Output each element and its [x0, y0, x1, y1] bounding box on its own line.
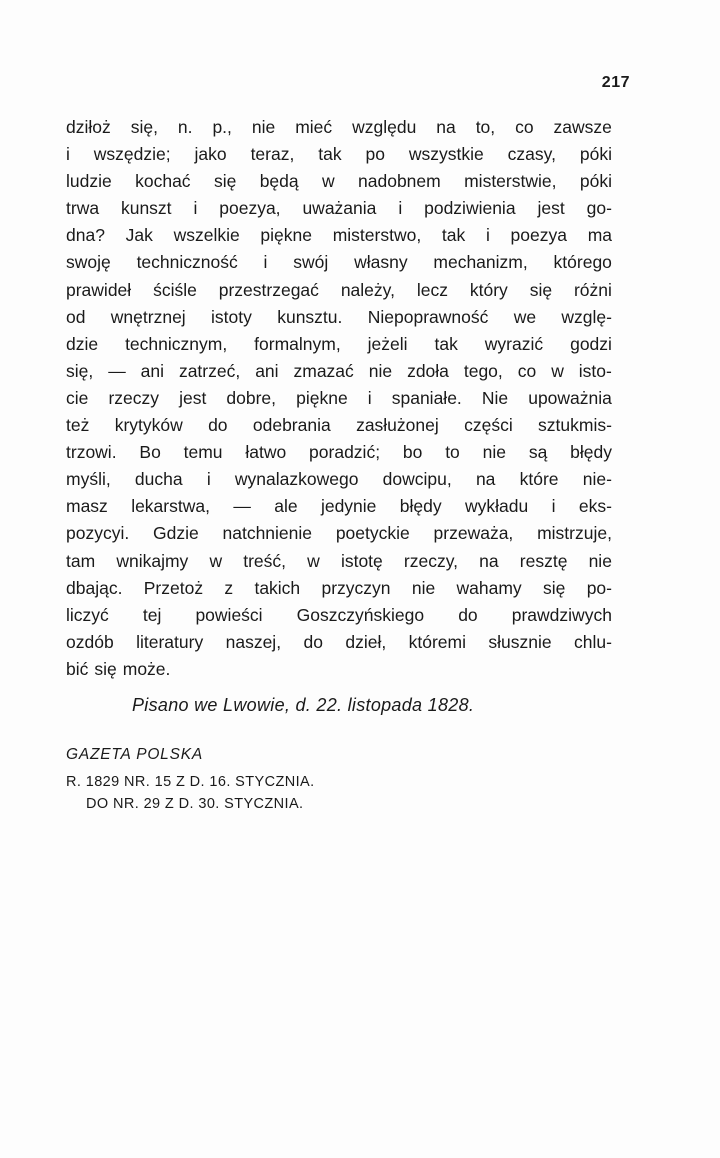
word: którego [553, 252, 612, 273]
word: dzieł, [345, 631, 387, 652]
word: wszystkie [408, 144, 484, 165]
word: istoty [211, 306, 252, 327]
word: tak [434, 333, 458, 354]
word: prawideł [66, 279, 132, 300]
word: wszędzie; [93, 144, 171, 165]
word: technicznym, [125, 333, 228, 354]
word: naszej, [225, 631, 282, 652]
word: dowcipu, [382, 469, 452, 490]
word: w [307, 550, 320, 571]
word: formalnym, [254, 333, 341, 354]
word: tego, [463, 360, 503, 381]
word: techniczność [136, 252, 238, 273]
word: ludzie [66, 171, 112, 192]
word: jest [179, 387, 207, 408]
word: po- [586, 577, 612, 598]
word: spaniałe. [391, 387, 462, 408]
word: wzglę- [561, 306, 612, 327]
word: ani [140, 360, 164, 381]
text-line [66, 141, 612, 168]
word: zasłużonej [356, 415, 439, 436]
word: do [208, 415, 228, 436]
text-line [66, 168, 612, 195]
text-line [66, 304, 612, 331]
word: myśli, [66, 469, 111, 490]
word: treść, [243, 550, 287, 571]
word: i [206, 469, 211, 490]
word: we [513, 306, 537, 327]
word: może. [122, 658, 171, 679]
word: po [365, 144, 385, 165]
word: i [485, 225, 490, 246]
word: to, [475, 117, 496, 137]
word: na [475, 469, 496, 490]
word: wnętrznej [110, 306, 186, 327]
word: co [517, 360, 537, 381]
word: i [551, 496, 556, 517]
text-line [66, 493, 612, 520]
word: od [66, 306, 86, 327]
word: swoję [66, 252, 111, 273]
text-line [66, 195, 612, 222]
word: ale [274, 496, 298, 517]
word: jedynie [320, 496, 377, 517]
word: dbając. [66, 577, 123, 598]
text-line [66, 249, 612, 276]
word: tam [66, 550, 96, 571]
word: jeżeli [367, 333, 408, 354]
word: ozdób [66, 631, 114, 652]
word: należy, [340, 279, 395, 300]
text-line [66, 222, 612, 249]
text-line [66, 656, 612, 683]
word: upoważnia [528, 387, 612, 408]
word: w [551, 360, 564, 381]
word: w [322, 171, 335, 192]
word: poezya, [219, 198, 281, 219]
word: kunsztu. [277, 306, 343, 327]
word: swój [293, 252, 329, 273]
word: błędy [399, 496, 442, 517]
word: które [519, 469, 559, 490]
word: poetyckie [335, 523, 410, 544]
text-line [66, 520, 612, 547]
word: prawdziwych [511, 604, 612, 625]
word: poradzić; [309, 442, 381, 463]
word: któremi [408, 631, 466, 652]
word: co [515, 117, 534, 137]
word: podziwienia [424, 198, 516, 219]
text-line [66, 412, 612, 439]
word: tej [142, 604, 162, 625]
word: z [224, 577, 234, 598]
word: zawsze [553, 117, 612, 137]
word: bić [66, 658, 89, 679]
word: jako [194, 144, 227, 165]
word: wyrazić [484, 333, 544, 354]
word: póki [579, 171, 612, 192]
word: mechanizm, [433, 252, 528, 273]
word: nadobnem [358, 171, 441, 192]
text-line [66, 277, 612, 304]
word: — [233, 496, 251, 517]
word: jest [537, 198, 565, 219]
text-line [66, 439, 612, 466]
word: eks- [578, 496, 612, 517]
word: powieści [195, 604, 263, 625]
word: wszelkie [173, 225, 240, 246]
word: czasy, [507, 144, 556, 165]
word: wnikajmy [116, 550, 189, 571]
word: cie [66, 387, 89, 408]
word: ma [587, 225, 612, 246]
word: Goszczyńskiego [296, 604, 425, 625]
word: rzeczy, [403, 550, 459, 571]
word: pozycyi. [66, 523, 130, 544]
source-title: GAZETA POLSKA [66, 746, 204, 763]
word: kunszt [120, 198, 172, 219]
word: własny [354, 252, 408, 273]
word: sztukmis- [538, 415, 612, 436]
word: bo [402, 442, 423, 463]
word: różni [573, 279, 612, 300]
body-text [66, 114, 612, 683]
word: przyczyn [321, 577, 391, 598]
word: mieć [295, 117, 333, 137]
text-line [66, 602, 612, 629]
word: będą [259, 171, 299, 192]
signature-dateline: Pisano we Lwowie, d. 22. listopada 1828. [132, 695, 475, 715]
word: masz [66, 496, 108, 517]
word: Bo [139, 442, 161, 463]
word: i [367, 387, 372, 408]
text-line [66, 575, 612, 602]
word: tak [318, 144, 342, 165]
word: się, [130, 117, 158, 137]
word: przeważa, [433, 523, 514, 544]
word: się [213, 171, 237, 192]
word: ani [255, 360, 279, 381]
word: nie [251, 117, 276, 137]
word: isto- [578, 360, 612, 381]
word: na [479, 550, 499, 571]
word: dziłoż [66, 117, 111, 137]
word: zatrzeć, [178, 360, 241, 381]
word: lekarstwa, [131, 496, 210, 517]
word: się, [66, 360, 94, 381]
source-issue-line: DO NR. 29 Z D. 30. STYCZNIA. [86, 796, 304, 812]
word: dna? [66, 225, 105, 246]
text-line [66, 629, 612, 656]
word: uważania [302, 198, 377, 219]
word: literatury [136, 631, 204, 652]
word: się [543, 577, 566, 598]
word: takich [254, 577, 301, 598]
word: poezya [510, 225, 567, 246]
word: to [445, 442, 460, 463]
word: wahamy [456, 577, 522, 598]
word: liczyć [66, 604, 109, 625]
word: wykładu [465, 496, 529, 517]
word: Gdzie [153, 523, 199, 544]
source-issue-line: R. 1829 NR. 15 Z D. 16. STYCZNIA. [66, 774, 315, 790]
word: mistrzuje, [537, 523, 612, 544]
word: łatwo [245, 442, 287, 463]
word: dobre, [226, 387, 277, 408]
word: błędy [570, 442, 612, 463]
word: nie- [582, 469, 612, 490]
word: nie [482, 442, 506, 463]
word: zdoła [407, 360, 449, 381]
word: się [94, 658, 117, 679]
word: który [469, 279, 508, 300]
word: misterstwo, [332, 225, 422, 246]
word: nie [411, 577, 436, 598]
word: Niepoprawność [367, 306, 489, 327]
text-line [66, 466, 612, 493]
word: zmazać [293, 360, 354, 381]
word: słusznie [488, 631, 552, 652]
word: ducha [134, 469, 183, 490]
word: przestrzegać [218, 279, 319, 300]
word: kochać [135, 171, 191, 192]
word: godzi [570, 333, 612, 354]
word: tak [441, 225, 466, 246]
word: nie [588, 550, 612, 571]
word: piękne [260, 225, 312, 246]
word: resztę [519, 550, 568, 571]
word: n. [177, 117, 193, 137]
text-line [66, 548, 612, 575]
word: misterstwie, [464, 171, 557, 192]
text-line [66, 331, 612, 358]
word: też [66, 415, 90, 436]
text-line [66, 358, 612, 385]
word: do [458, 604, 478, 625]
text-line [66, 385, 612, 412]
text-line [66, 114, 612, 141]
word: p., [212, 117, 232, 137]
word: Przetoż [143, 577, 204, 598]
word: i [193, 198, 198, 219]
word: do [303, 631, 323, 652]
word: rzeczy [108, 387, 160, 408]
word: w [209, 550, 223, 571]
word: chlu- [574, 631, 612, 652]
word: i [66, 144, 70, 165]
word: się [529, 279, 553, 300]
word: wynalazkowego [234, 469, 359, 490]
word: go- [586, 198, 612, 219]
word: Nie [481, 387, 509, 408]
word: dzie [66, 333, 99, 354]
word: póki [579, 144, 612, 165]
word: względu [352, 117, 417, 137]
word: nie [368, 360, 393, 381]
word: na [436, 117, 456, 137]
word: i [263, 252, 268, 273]
word: krytyków [114, 415, 183, 436]
page-number: 217 [601, 74, 630, 91]
word: lecz [416, 279, 448, 300]
word: są [528, 442, 548, 463]
word: odebrania [252, 415, 331, 436]
word: trwa [66, 198, 100, 219]
word: ściśle [153, 279, 197, 300]
word: temu [183, 442, 223, 463]
word: teraz, [250, 144, 295, 165]
word: części [464, 415, 513, 436]
word: piękne [296, 387, 348, 408]
word: Jak [125, 225, 153, 246]
word: — [108, 360, 126, 381]
word: trzowi. [66, 442, 117, 463]
word: natchnienie [222, 523, 313, 544]
word: i [398, 198, 403, 219]
word: istotę [340, 550, 383, 571]
